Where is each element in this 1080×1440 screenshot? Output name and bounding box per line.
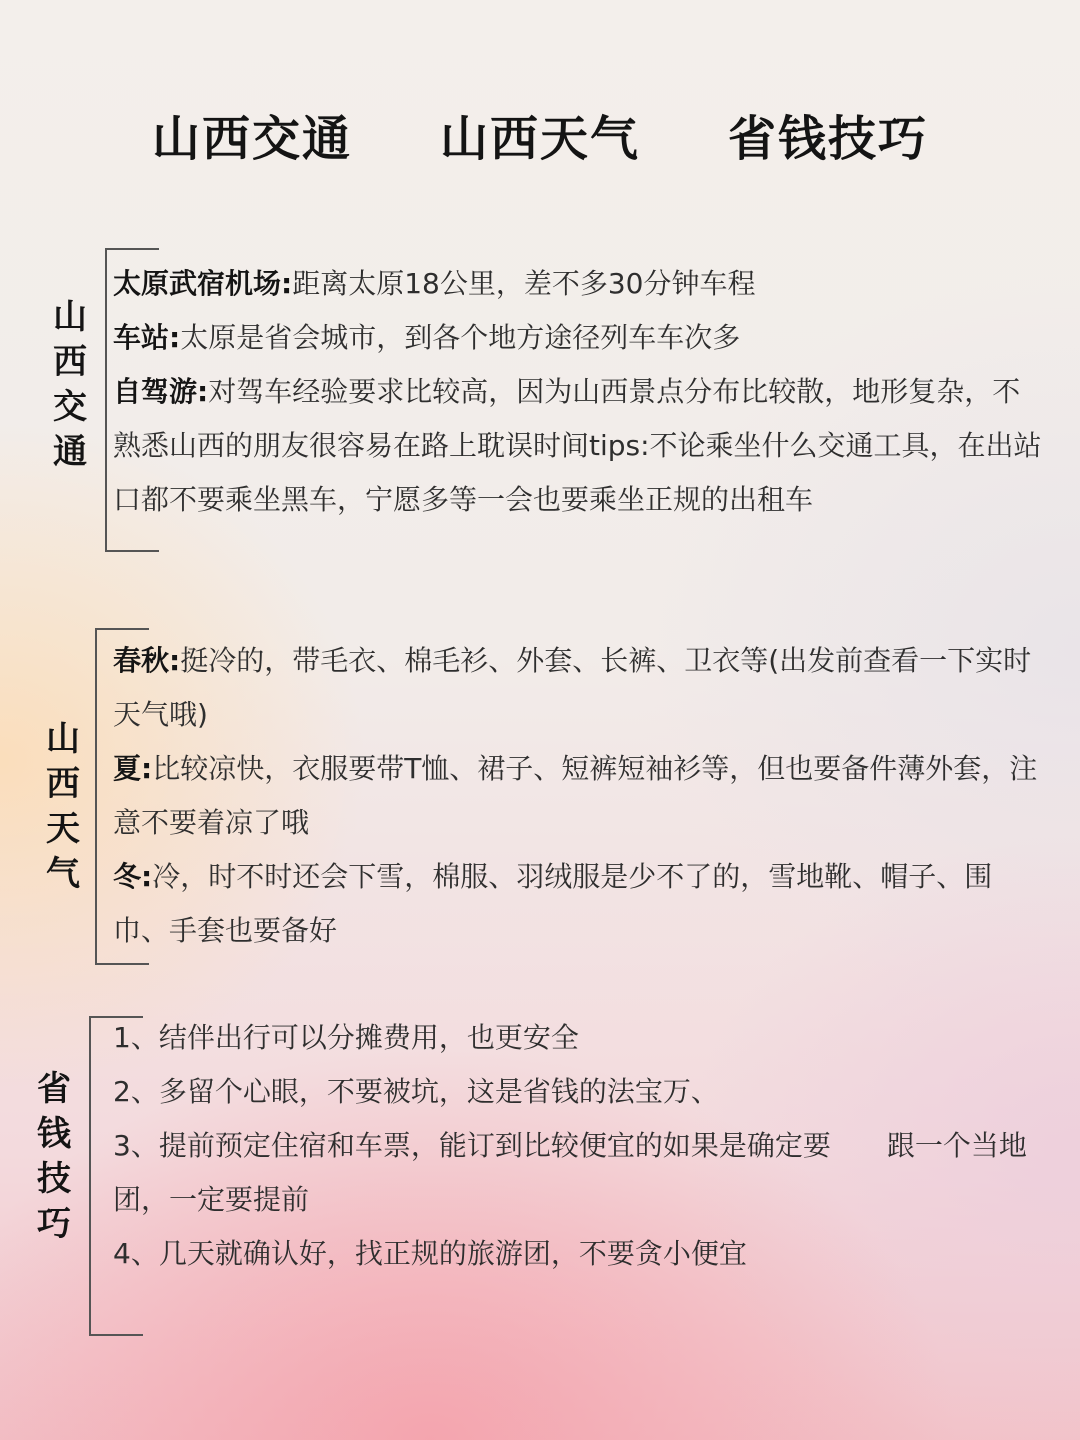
transport-item: [113, 257, 1048, 311]
item-label: 春秋:: [113, 644, 181, 677]
page-header: [0, 100, 1080, 169]
item-text: 冷，时不时还会下雪，棉服、羽绒服是少不了的，雪地靴、帽子、围巾、手套也要备好: [113, 860, 993, 947]
section-title-transport: 山西交通: [53, 297, 87, 472]
item-label: 自驾游:: [113, 375, 209, 408]
item-text: 太原是省会城市，到各个地方途径列车车次多: [180, 321, 741, 354]
header-title-tips: 省钱技巧: [728, 111, 929, 167]
section-title-tips: 省钱技巧: [37, 1069, 71, 1244]
section-title-weather: 山西天气: [46, 719, 80, 894]
weather-item: [113, 742, 1048, 850]
transport-item: [113, 365, 1048, 527]
item-text: 挺冷的，带毛衣、棉毛衫、外套、长裤、卫衣等(出发前查看一下实时天气哦): [113, 644, 1032, 731]
section-content-weather: [113, 634, 1048, 958]
weather-item: [113, 634, 1048, 742]
item-label: 太原武宿机场:: [113, 267, 293, 300]
tips-item: 1、结伴出行可以分摊费用，也更安全: [113, 1021, 579, 1054]
item-text: 比较凉快，衣服要带T恤、裙子、短裤短袖衫等，但也要备件薄外套，注意不要着凉了哦: [113, 752, 1038, 839]
weather-item: [113, 850, 1048, 958]
tips-item: 2、多留个心眼，不要被坑，这是省钱的法宝万、: [113, 1075, 719, 1108]
item-text: 对驾车经验要求比较高，因为山西景点分布比较散，地形复杂，不熟悉山西的朋友很容易在路上耽误时间tips:不论乘坐什么交通工具，在出站口都不要乘坐黑车，宁愿多等一会也要乘坐正规的出租车: [113, 375, 1042, 516]
section-content-transport: [113, 257, 1048, 527]
tips-item: 3、提前预定住宿和车票，能订到比较便宜的如果是确定要 跟一个当地团，一定要提前: [113, 1129, 1027, 1216]
item-label: 冬:: [113, 860, 153, 893]
item-label: 车站:: [113, 321, 181, 354]
header-title-weather: 山西天气: [439, 111, 640, 167]
item-label: 夏:: [113, 752, 153, 785]
transport-item: [113, 311, 1048, 365]
section-content-tips: [113, 1011, 1048, 1281]
tips-item: 4、几天就确认好，找正规的旅游团，不要贪小便宜: [113, 1237, 747, 1270]
header-title-transport: 山西交通: [151, 111, 352, 167]
item-text: 距离太原18公里，差不多30分钟车程: [292, 267, 756, 300]
